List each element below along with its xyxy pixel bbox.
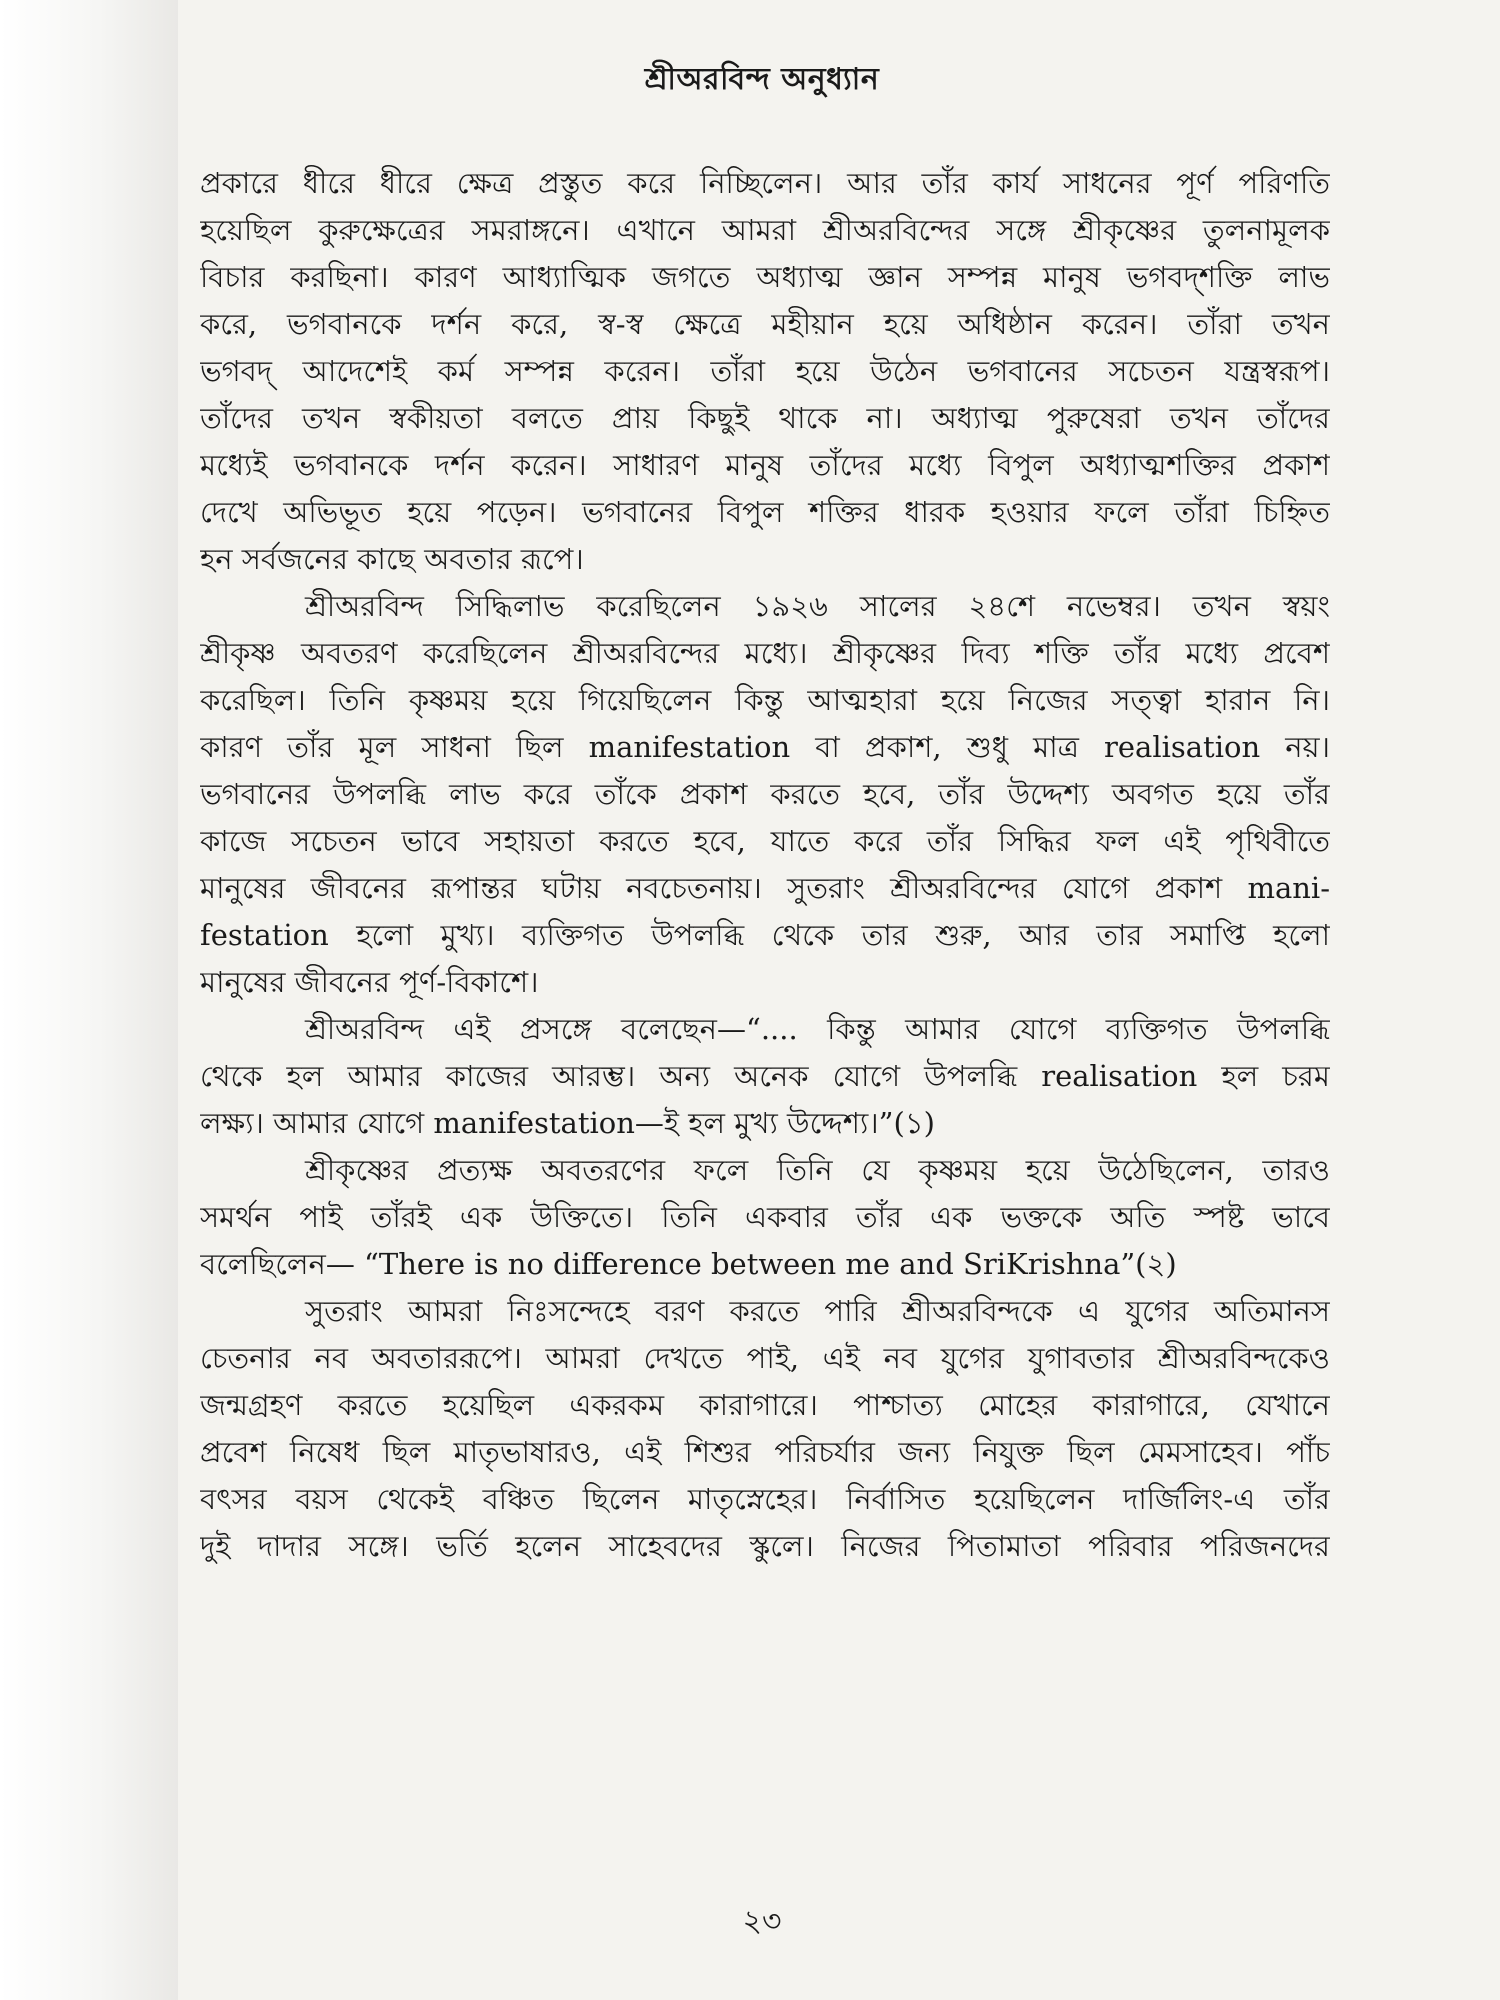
text-line: শ্রীঅরবিন্দ সিদ্ধিলাভ করেছিলেন ১৯২৬ সালের ২৪শে নভেম্বর। তখন স্বয়ং [305, 589, 1330, 623]
page-number: ২৩ [742, 1904, 782, 1939]
body-text [200, 160, 1330, 1570]
text-line: কাজে সচেতন ভাবে সহায়তা করতে হবে, যাতে করে তাঁর সিদ্ধির ফল এই পৃথিবীতে [200, 824, 1330, 858]
text-line: বিচার করছিনা। কারণ আধ্যাত্মিক জগতে অধ্যাত্ম জ্ঞান সম্পন্ন মানুষ ভগবদ্‌শক্তি লাভ [200, 260, 1330, 294]
text-line: শ্রীঅরবিন্দ এই প্রসঙ্গে বলেছেন—“.... কিন্তু আমার যোগে ব্যক্তিগত উপলব্ধি [305, 1012, 1330, 1046]
text-line: তাঁদের তখন স্বকীয়তা বলতে প্রায় কিছুই থাকে না। অধ্যাত্ম পুরুষেরা তখন তাঁদের [200, 401, 1330, 435]
text-line: করে, ভগবানকে দর্শন করে, স্ব-স্ব ক্ষেত্রে মহীয়ান হয়ে অধিষ্ঠান করেন। তাঁরা তখন [200, 307, 1330, 341]
text-line: প্রবেশ নিষেধ ছিল মাতৃভাষারও, এই শিশুর পরিচর্যার জন্য নিযুক্ত ছিল মেমসাহেব। পাঁচ [200, 1435, 1330, 1469]
text-line: মানুষের জীবনের পূর্ণ-বিকাশে। [200, 965, 539, 999]
text-line: ভগবানের উপলব্ধি লাভ করে তাঁকে প্রকাশ করতে হবে, তাঁর উদ্দেশ্য অবগত হয়ে তাঁর [200, 777, 1330, 811]
text-line: দুই দাদার সঙ্গে। ভর্তি হলেন সাহেবদের স্কুলে। নিজের পিতামাতা পরিবার পরিজনদের [200, 1529, 1330, 1563]
text-line: শ্রীকৃষ্ণ অবতরণ করেছিলেন শ্রীঅরবিন্দের মধ্যে। শ্রীকৃষ্ণের দিব্য শক্তি তাঁর মধ্যে প্রবেশ [200, 636, 1330, 670]
text-line: festation হলো মুখ্য। ব্যক্তিগত উপলব্ধি থেকে তার শুরু, আর তার সমাপ্তি হলো [200, 918, 1330, 952]
running-title: শ্রীঅরবিন্দ অনুধ্যান [644, 62, 880, 97]
text-line: দেখে অভিভূত হয়ে পড়েন। ভগবানের বিপুল শক্তির ধারক হওয়ার ফলে তাঁরা চিহ্নিত [200, 495, 1330, 529]
page-margin-shadow [0, 0, 178, 2000]
text-line: বৎসর বয়স থেকেই বঞ্চিত ছিলেন মাতৃস্নেহের। নির্বাসিত হয়েছিলেন দার্জিলিং-এ তাঁর [200, 1482, 1330, 1516]
text-line: মধ্যেই ভগবানকে দর্শন করেন। সাধারণ মানুষ তাঁদের মধ্যে বিপুল অধ্যাত্মশক্তির প্রকাশ [200, 448, 1330, 482]
text-line: করেছিল। তিনি কৃষ্ণময় হয়ে গিয়েছিলেন কিন্তু আত্মহারা হয়ে নিজের সত্ত্বা হারান নি। [200, 683, 1330, 717]
text-line: মানুষের জীবনের রূপান্তর ঘটায় নবচেতনায়। সুতরাং শ্রীঅরবিন্দের যোগে প্রকাশ mani- [200, 871, 1330, 905]
text-line: হয়েছিল কুরুক্ষেত্রের সমরাঙ্গনে। এখানে আমরা শ্রীঅরবিন্দের সঙ্গে শ্রীকৃষ্ণের তুলনামূলক [200, 213, 1330, 247]
text-line: ভগবদ্‌ আদেশেই কর্ম সম্পন্ন করেন। তাঁরা হয়ে উঠেন ভগবানের সচেতন যন্ত্রস্বরূপ। [200, 354, 1330, 388]
text-line: চেতনার নব অবতাররূপে। আমরা দেখতে পাই, এই নব যুগের যুগাবতার শ্রীঅরবিন্দকেও [200, 1341, 1330, 1375]
text-line: শ্রীকৃষ্ণের প্রত্যক্ষ অবতরণের ফলে তিনি যে কৃষ্ণময় হয়ে উঠেছিলেন, তারও [305, 1153, 1330, 1187]
text-line: সুতরাং আমরা নিঃসন্দেহে বরণ করতে পারি শ্রীঅরবিন্দকে এ যুগের অতিমানস [305, 1294, 1330, 1328]
text-line: হন সর্বজনের কাছে অবতার রূপে। [200, 542, 584, 576]
text-line: বলেছিলেন— “There is no difference between me and SriKrishna”(২) [200, 1247, 1177, 1281]
text-line: সমর্থন পাই তাঁরই এক উক্তিতে। তিনি একবার তাঁর এক ভক্তকে অতি স্পষ্ট ভাবে [200, 1200, 1330, 1234]
text-line: লক্ষ্য। আমার যোগে manifestation—ই হল মুখ্য উদ্দেশ্য।”(১) [200, 1106, 935, 1140]
text-line: জন্মগ্রহণ করতে হয়েছিল একরকম কারাগারে। পাশ্চাত্য মোহের কারাগারে, যেখানে [200, 1388, 1330, 1422]
text-line: প্রকারে ধীরে ধীরে ক্ষেত্র প্রস্তুত করে নিচ্ছিলেন। আর তাঁর কার্য সাধনের পূর্ণ পরিণতি [200, 166, 1330, 200]
text-line: কারণ তাঁর মূল সাধনা ছিল manifestation বা প্রকাশ, শুধু মাত্র realisation নয়। [200, 730, 1330, 764]
text-line: থেকে হল আমার কাজের আরম্ভ। অন্য অনেক যোগে উপলব্ধি realisation হল চরম [200, 1059, 1330, 1093]
